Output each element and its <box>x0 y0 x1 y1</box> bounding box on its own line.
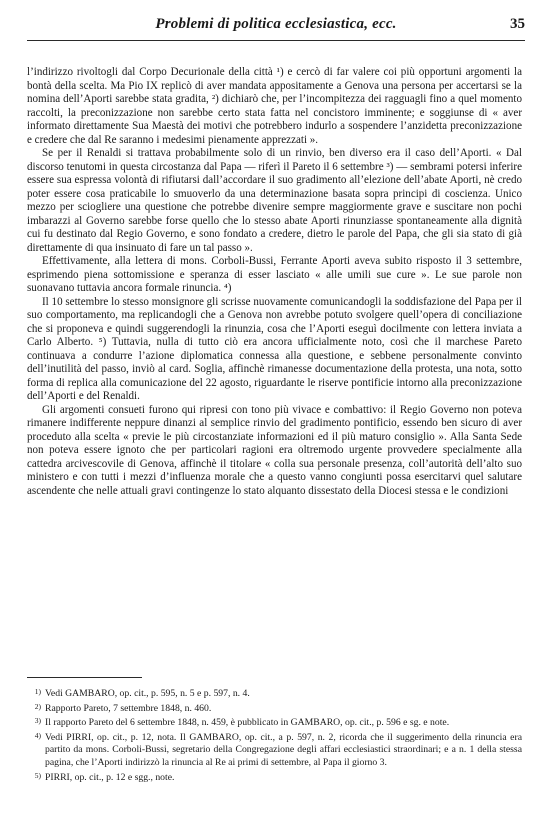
footnote-text: PIRRI, op. cit., p. 12 e sgg., note. <box>45 771 175 783</box>
paragraph: Il 10 settembre lo stesso monsignore gli scrisse nuovamente comunicandogli la soddisfazione del Papa per il suo comportamento, ma replicandogli che a Genova non avrebbe potuto svolgere quell’opera di conciliazione che si proponeva e quindi suggerendogli la rinunzia, cosa che l’Aporti eseguì docilmente con lettera inviata a Carlo Alberto. ⁵) Tuttavia, nulla di tutto ciò era ancora ufficialmente noto, così che il marchese Pareto continuava a condurre l’azione diplomatica connessa alla questione, e sebbene personalmente convinto dell’inutilità del passo, inviò al card. Soglia, affinchè rimanesse documentazione della protesta, una nota, sotto forma di replica alla comunicazione del 22 agosto, riguardante le riserve pontificie intorno alla preconizzazione dell’Aporti e del Renaldi. <box>27 295 522 402</box>
running-header <box>27 14 525 41</box>
paragraph: l’indirizzo rivoltogli dal Corpo Decurionale della città ¹) e cercò di far valere coi più opportuni argomenti la bontà della scelta. Ma Pio IX replicò di aver mandata appositamente a Genova una persona per accertarsi se la nomina dell’Aporti sarebbe stata gradita, ²) dichiarò che, per l’incompitezza dei ragguagli fino a quel momento raccolti, la preconizzazione non sarebbe certo stata fatta nel concistoro imminente; e soggiunse di « aver informato direttamente Sua Maestà dei motivi che potrebbero indurlo a sospendere l’anzidetta preconizzazione e credere che dal Re saranno i medesimi pienamente apprezzati ». <box>27 66 522 146</box>
footnote-number: 2) <box>34 701 41 711</box>
paragraph: Effettivamente, alla lettera di mons. Corboli-Bussi, Ferrante Aporti aveva subito risposto il 3 settembre, esprimendo piena sottomissione e speranza di esser lasciato « alle umili sue cure ». Le sue parole non suonavano tuttavia ancora formale rinuncia. ⁴) <box>27 255 522 294</box>
footnote-number: 3) <box>34 716 41 726</box>
footnote-text: Rapporto Pareto, 7 settembre 1848, n. 460. <box>45 702 212 714</box>
footnote-text: Il rapporto Pareto del 6 settembre 1848, n. 459, è pubblicato in GAMBARO, op. cit., p. 596 e sg. e note. <box>45 717 450 729</box>
footnote-number: 4) <box>34 730 41 740</box>
footnote-divider <box>27 677 142 678</box>
footnote <box>27 715 522 730</box>
paragraph: Se per il Renaldi si trattava probabilmente solo di un rinvio, ben diverso era il caso dell’Aporti. « Dal discorso tenutomi in questa circostanza dal Papa — riferì il Pareto il 6 settembre ³) — sembrami potersi inferire essere sua espressa volontà di rifiutarsi dall’accordare il suo gradimento all’elezione dell’abate Aporti, nè credo poter essere cosa praticabile lo smuoverlo da una determinazione basata sopra principi di coscienza. Unico mezzo per scioglierе una questione che potrebbe divenire sempre maggiormente grave e suscitare non pochi imbarazzi al Governo sarebbe forse quello che lo stesso abate Aporti rinunziasse spontaneamente alla dignità cui fu destinato dal Regio Governo, e sono fondato a credere, dietro le parole del Papa, che gli sia stato di già direttamente di qua insinuato di fare un tal passo ». <box>27 147 522 254</box>
main-text <box>27 66 522 498</box>
footnotes <box>27 686 522 784</box>
running-title: Problemi di politica ecclesiastica, ecc. <box>155 16 397 32</box>
footnote <box>27 730 522 770</box>
footnote <box>27 686 522 701</box>
footnote-text: Vedi GAMBARO, op. cit., p. 595, n. 5 e p. 597, n. 4. <box>45 688 250 699</box>
page-number: 35 <box>510 16 525 32</box>
paragraph: Gli argomenti consueti furono qui ripresi con tono più vivace e combattivo: il Regio Governo non poteva rimanere indifferente neppure dinanzi al semplice rinvio del gradimento pontificio, essendo ben sicuro di aver proceduto alla scelta « previe le più circostanziate informazioni ed il più maturo consiglio ». Alla Santa Sede non poteva essere ignoto che per particolari ragioni era oltremodo urgente provvedere specialmente alla cattedra arcivescovile di Genova, affinchè il titolare « colla sua personale presenza, coll’autorità dell’alto suo ministero e con tutti i mezzi d’influenza morale che a questo vanno congiunti possa esercitarvi quel salutare ascendente che nelle attuali gravi contingenze lo stato alquanto dissestato della Diocesi stessa e le condizioni <box>27 403 522 497</box>
footnote-number: 1) <box>34 687 41 696</box>
footnote <box>27 701 522 716</box>
footnote-number: 5) <box>34 770 41 780</box>
footnote-text: Vedi PIRRI, op. cit., p. 12, nota. Il GAMBARO, op. cit., a p. 597, n. 2, ricorda che il suggerimento della rinuncia era partito da mons. Corboli-Bussi, segretario della Congregazione degli affari ecclesiastici straordinari; e a n. 1 della stessa pagina, che l’Aporti indirizzò la rinuncia al Re ai primi di settembre, al Papa il giorno 3. <box>45 731 522 768</box>
footnote <box>27 770 522 785</box>
